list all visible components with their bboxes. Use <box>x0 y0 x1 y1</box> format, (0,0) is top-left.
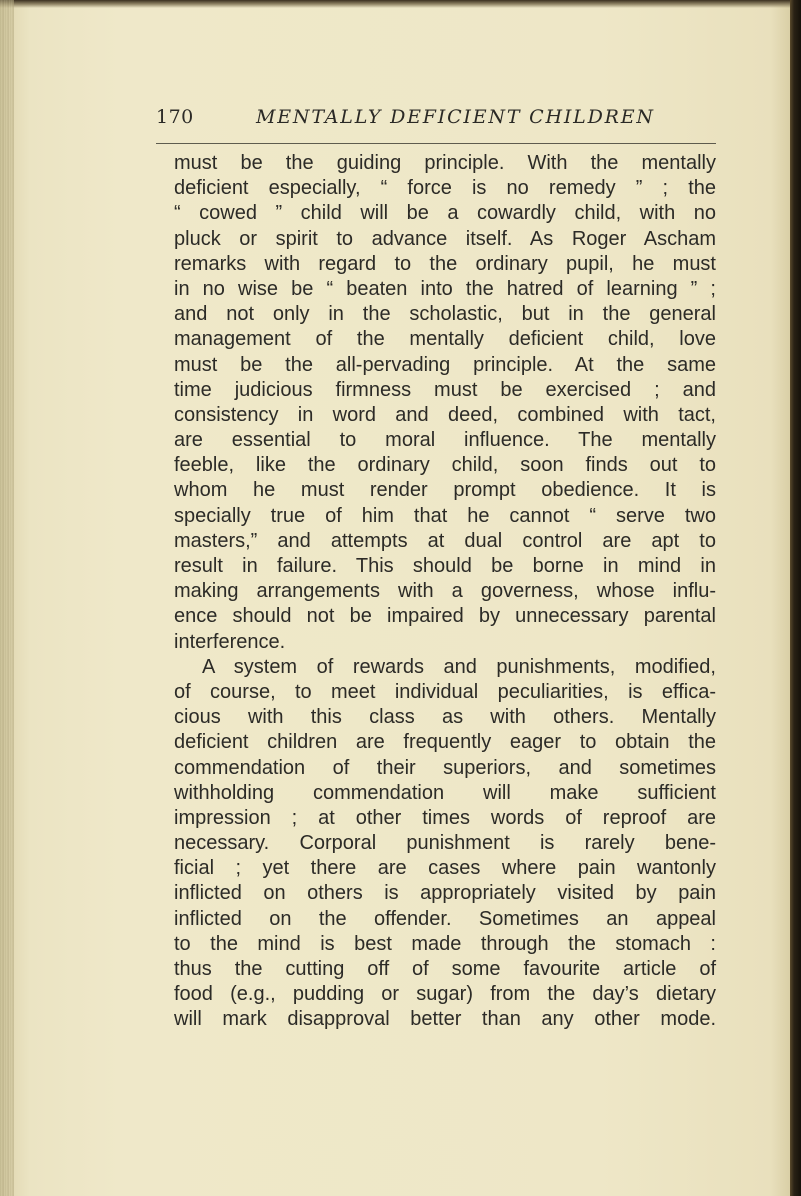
text-line: deficient especially, “ force is no remedy ” ; the <box>174 177 716 200</box>
text-line: whom he must render prompt obedience. It is <box>174 479 716 502</box>
text-line: A system of rewards and punishments, modified, <box>202 655 716 678</box>
book-binding-edge <box>790 0 801 1196</box>
text-line: inflicted on others is appropriately visited by pain <box>174 882 716 905</box>
text-line: and not only in the scholastic, but in the general <box>174 303 716 326</box>
text-line: must be the all-pervading principle. At the same <box>174 353 716 376</box>
text-line: in no wise be “ beaten into the hatred of learning ” ; <box>174 277 716 300</box>
text-line: must be the guiding principle. With the mentally <box>174 152 716 174</box>
text-line: result in failure. This should be borne in mind in <box>174 555 716 577</box>
text-line: time judicious firmness must be exercised ; and <box>174 378 716 401</box>
page-stack-edge <box>0 0 14 1196</box>
text-line: commendation of their superiors, and sometimes <box>174 756 716 779</box>
text-line: of course, to meet individual peculiarities, is effica- <box>174 680 716 703</box>
text-line: management of the mentally deficient child, love <box>174 328 716 351</box>
text-line: masters,” and attempts at dual control are apt to <box>174 529 716 552</box>
text-line: ence should not be impaired by unnecessary parental <box>174 605 716 628</box>
text-line: inflicted on the offender. Sometimes an appeal <box>174 907 716 930</box>
text-line: withholding commendation will make sufficient <box>174 781 716 804</box>
body-text <box>174 151 716 1033</box>
text-line: “ cowed ” child will be a cowardly child, with no <box>174 202 716 225</box>
running-title: MENTALLY DEFICIENT CHILDREN <box>256 106 655 128</box>
text-line: deficient children are frequently eager to obtain the <box>174 731 716 754</box>
text-line: making arrangements with a governess, whose influ- <box>174 580 716 603</box>
page-number: 170 <box>156 106 194 128</box>
text-line: food (e.g., pudding or sugar) from the day’s dietary <box>174 983 716 1006</box>
text-line: consistency in word and deed, combined with tact, <box>174 403 716 426</box>
text-line: interference. <box>174 630 286 653</box>
text-line: ficial ; yet there are cases where pain wantonly <box>174 857 716 880</box>
text-line: specially true of him that he cannot “ serve two <box>174 504 716 527</box>
text-line: impression ; at other times words of reproof are <box>174 806 716 829</box>
header-rule <box>156 143 716 144</box>
text-line: thus the cutting off of some favourite article of <box>174 958 716 980</box>
text-line: are essential to moral influence. The mentally <box>174 429 716 452</box>
text-line: feeble, like the ordinary child, soon finds out to <box>174 454 716 477</box>
text-line: pluck or spirit to advance itself. As Roger Ascham <box>174 227 716 250</box>
text-line: will mark disapproval better than any other mode. <box>174 1008 716 1031</box>
text-line: cious with this class as with others. Mentally <box>174 706 716 729</box>
running-head <box>156 106 716 138</box>
page-top-shadow <box>0 0 801 8</box>
text-line: to the mind is best made through the stomach : <box>174 932 716 955</box>
text-line: remarks with regard to the ordinary pupil, he must <box>174 252 716 275</box>
text-line: necessary. Corporal punishment is rarely bene- <box>174 832 716 855</box>
